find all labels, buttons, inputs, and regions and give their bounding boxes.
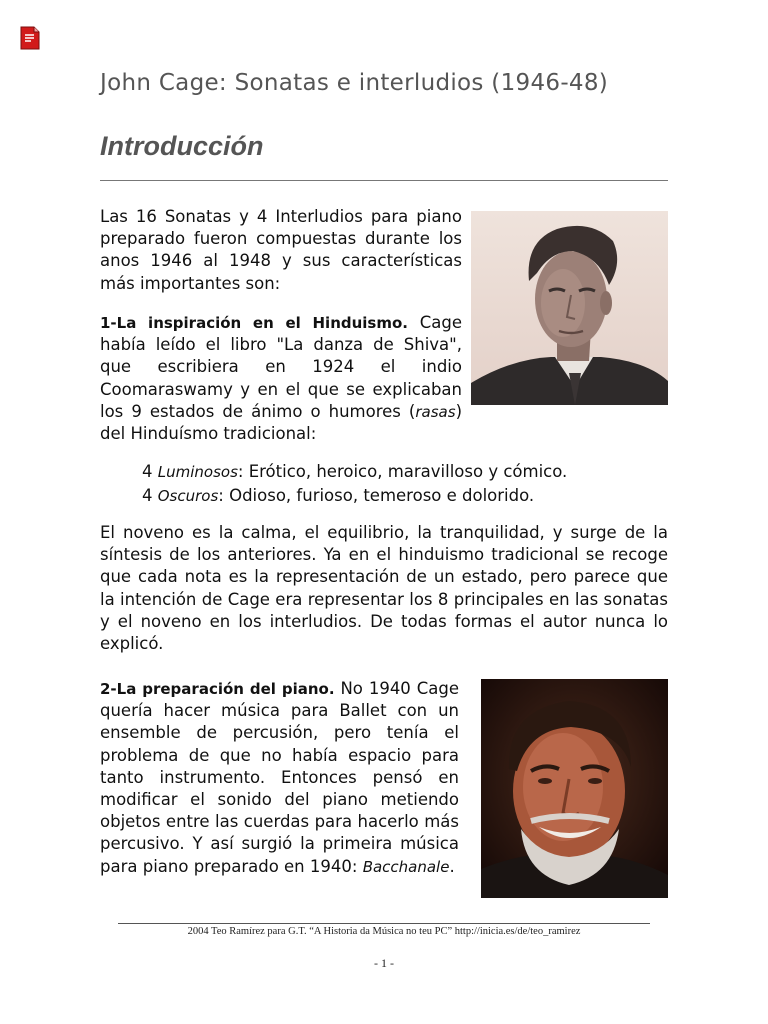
ninth-state-paragraph <box>100 522 668 655</box>
document-title: John Cage: Sonatas e interludios (1946-48) <box>100 70 609 96</box>
footer-divider <box>118 923 650 924</box>
point1-text-a: Cage había leído el libro "La danza de Shiva", que escribiera en 1924 el indio Coomaraswamy y en el que se explicaban los 9 estados de ánimo o humores ( <box>100 313 462 421</box>
footer-credit: 2004 Teo Ramírez para G.T. “A Historia da Música no teu PC” http://inicia.es/de/teo_ramirez <box>187 926 581 937</box>
point2-paragraph <box>100 678 459 878</box>
title-divider <box>100 180 668 181</box>
john-cage-bearded-photo <box>481 679 668 898</box>
dark-list: : Odioso, furioso, temeroso e dolorido. <box>218 486 535 505</box>
luminous-list: : Erótico, heroico, maravilloso y cómico. <box>237 462 568 481</box>
emotional-states-list <box>142 460 567 508</box>
point1-heading: 1-La inspiración en el Hinduismo. <box>100 314 408 332</box>
luminous-label: Luminosos <box>157 463 238 481</box>
list-item-dark <box>142 484 567 508</box>
point1-text-b: ) del Hinduísmo tradicional: <box>100 401 462 444</box>
list-item-luminous <box>142 460 567 484</box>
point2-heading: 2-La preparación del piano. <box>100 680 335 698</box>
john-cage-portrait-photo <box>471 211 668 405</box>
point2-end: . <box>449 856 455 876</box>
pdf-document-icon[interactable] <box>20 26 40 50</box>
luminous-count: 4 <box>142 462 158 481</box>
point1-paragraph <box>100 312 462 445</box>
section-title: Introducción <box>100 131 264 161</box>
point2-work: Bacchanale <box>362 857 450 876</box>
intro-text: Las 16 Sonatas y 4 Interludios para piano preparado fueron compuestas durante los anos 1946 al 1948 y sus características más importantes son: <box>100 207 462 293</box>
dark-count: 4 <box>142 486 158 505</box>
point1-rasas: rasas <box>415 402 456 421</box>
page-number: - 1 - <box>374 956 394 970</box>
dark-label: Oscuros <box>157 487 219 505</box>
intro-paragraph <box>100 206 462 295</box>
point2-text: No 1940 Cage quería hacer música para Ballet con un ensemble de percusión, pero tenía el problema de que no había espacio para tanto instrumento. Entonces pensó en modificar el sonido del piano metiendo objetos entre las cuerdas para hacerlo más percusivo. Y así surgió la primeira música para piano preparado en 1940: <box>100 679 459 876</box>
ninth-text: El noveno es la calma, el equilibrio, la tranquilidad, y surge de la síntesis de los anteriores. Ya en el hinduismo tradicional se recoge que cada nota es la representación de un estado, pero parece que la intención de Cage era representar los 8 principales en las sonatas y el noveno en los interludios. De todas formas el autor nunca lo explicó. <box>100 523 668 654</box>
